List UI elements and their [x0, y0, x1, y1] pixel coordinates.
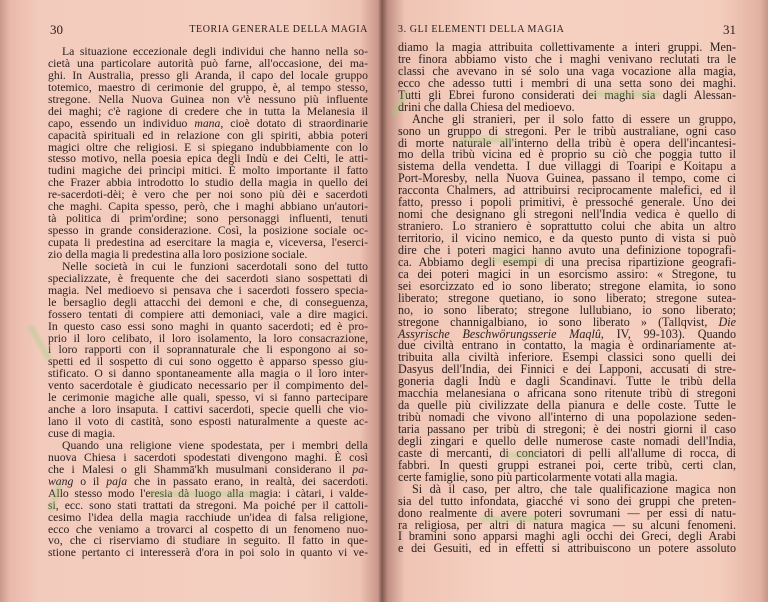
text-line: liberato; stregone quetiano, io sono liberato; stregone sutea- — [398, 290, 736, 305]
text-line: prio il loro celibato, il loro isolamento, la loro consacrazione, — [48, 331, 368, 345]
text-line: i loro rapporti con il soprannaturale che li espongono ai so- — [48, 343, 368, 357]
text-line: La situazione eccezionale degli individui che hanno nella so- — [62, 45, 368, 58]
text-line: certe famiglie, sono più particolarmente votati alla magia. — [398, 469, 678, 484]
text-line: le cerimonie magiche alle quali, spesso, vi si fanno partecipare — [48, 391, 368, 405]
text-line: Dasyus dell'India, dei Finnici e dei Lapponi, accusati di stre- — [398, 362, 736, 377]
text-line: taria passano per tribù di stregoni; è dei nostri giorni il caso — [398, 422, 736, 436]
text-line: cesimo l'idea della magia racchiude un'idea di falsa religione, — [48, 510, 368, 524]
text-line: fabbri. In questi gruppi estranei poi, certe tribù, certi clan, — [398, 457, 736, 472]
text-line: ecco che adesso tutti i membri di una setta sono dei maghi. — [398, 75, 736, 90]
text-line: stione pertanto ci interesserà d'ora in poi solo in quanto vi ve- — [48, 546, 368, 560]
left-page — [48, 0, 368, 602]
highlighter-mark — [150, 491, 260, 497]
text-segment: che i Malesi o gli Shammā'kh musulmani considerano il — [48, 462, 353, 476]
running-head-title: 3. GLI ELEMENTI DELLA MAGIA — [398, 24, 565, 35]
text-line: che maghi. Capita spesso, però, che i maghi abbiano un'autori- — [48, 200, 368, 214]
text-line: Si dà il caso, per altro, che tale qualificazione magica non — [412, 481, 736, 496]
text-line: Quando una religione viene spodestata, per i membri della — [62, 438, 368, 452]
text-line: tribuita alla civiltà inferiore. Esempi classici sono quelli dei — [398, 350, 736, 365]
text-line: Anche gli stranieri, per il solo fatto di essere un gruppo, — [412, 111, 736, 126]
text-line — [48, 476, 368, 488]
text-line: fatto, presso i popoli primitivi, è pressoché generale. Uno dei — [398, 195, 736, 210]
text-line: nomi che designano gli stregoni nell'India vedica è quello di — [398, 207, 736, 222]
text-line: no, io sono liberato; stregone lullubiano, io sono liberato; — [398, 302, 736, 317]
text-line: nuova Chiesa i sacerdoti spodestati divengono maghi. È così — [48, 450, 368, 464]
highlighter-mark — [505, 452, 540, 458]
text-line: tribù nomadi che vivono all'interno di una popolazione seden- — [398, 410, 736, 425]
italic-text: wang — [48, 474, 74, 488]
text-line: stificato. O si danno spontaneamente alla magia o il loro inter- — [48, 367, 368, 381]
running-head-title: TEORIA GENERALE DELLA MAGIA — [189, 24, 368, 35]
highlighter-mark — [460, 137, 515, 143]
text-line: dono realmente di avere poteri sovrumani — per essi di natu- — [398, 505, 736, 520]
text-line: due civiltà entrano in contatto, la magia è ordinariamente at- — [398, 338, 736, 353]
text-line: ra religiosa, per altri di natura magica — su alcuni fenomeni. — [398, 517, 736, 532]
text-line: mo della tribù vicina ed è proprio su ciò che poggia tutto il — [398, 147, 736, 162]
text-line: stregone. Nella Nuova Guinea non v'è nessuno più influente — [48, 92, 368, 106]
text-line: magici oltre che religiosi. E si spiegano indubbiamente con lo — [48, 140, 368, 154]
text-line: territorio, il vicino nemico, e da questo punto di vista si può — [398, 231, 736, 245]
text-line: dire che i poteri magici hanno avuto una definizione topografi- — [398, 242, 736, 257]
text-line: zio della magia li predestina alla loro posizione sociale. — [48, 247, 308, 261]
text-line: da quelle più civilizzate della pianura e delle coste. Tutte le — [398, 398, 736, 413]
text-line: di morte naturale all'interno della tribù è opera dell'incantesi- — [398, 135, 736, 150]
text-line: racconta Chalmers, ad attribuirsi reciprocamente malefici, ed il — [398, 183, 736, 198]
text-segment: capo, essendo un individuo — [48, 116, 195, 130]
text-line: I bramini sono apparsi maghi agli occhi dei Greci, degli Arabi — [398, 529, 736, 544]
text-segment: che in passato erano, in realtà, dei sacerdoti. — [127, 474, 368, 488]
text-line: ca. Abbiamo degli esempi di una precisa ripartizione geografi- — [398, 254, 736, 269]
text-segment: o il — [73, 474, 107, 488]
text-line: Tutti gli Ebrei furono considerati dei maghi sia dagli Alessan- — [398, 87, 736, 102]
right-page — [398, 0, 736, 602]
text-line: straniero. Lo straniero è soprattutto colui che abita un altro — [398, 219, 736, 234]
page-body — [48, 46, 368, 559]
text-line: classi che avevano in sé solo una vaga vocazione alla magia, — [398, 63, 736, 78]
italic-text: Die — [718, 314, 736, 329]
text-line: degli zingari e quello delle numerose caste nomadi dell'India, — [398, 433, 736, 448]
text-line: goneria dagli Indù e dagli Scandinavi. Tutte le tribù della — [398, 374, 736, 389]
text-line: spetti ed il sospetto di cui sono oggetto è apparso spesso giu- — [48, 355, 368, 369]
italic-text: paja — [106, 474, 128, 488]
text-line: capacità spirituali ed in relazione con gli spiriti, abbia poteri — [48, 128, 368, 142]
text-line: ca dei poteri magici in un esorcismo assiro: « Stregone, tu — [398, 266, 736, 281]
text-segment: , IV, 99-103). Quando — [600, 326, 736, 341]
italic-text: pa- — [352, 462, 368, 476]
text-line: In questo caso essi sono maghi in quanto sacerdoti; ed è pro- — [48, 319, 368, 333]
text-line — [48, 118, 368, 130]
text-line: fossero tentati di compiere atti demoniaci, vale a dire magici. — [48, 307, 368, 321]
text-line: Allo stesso modo l'eresia dà luogo alla magia: i càtari, i valde- — [48, 486, 368, 500]
text-line: sei esorcizzato ed io sono liberato; stregone elamita, io sono — [398, 278, 736, 293]
text-segment: , cioè dotato di straordinarie — [220, 116, 368, 130]
text-line: Port-Moresby, nella Nuova Guinea, passano il tempo, come ci — [398, 171, 736, 186]
text-line: Nelle società in cui le funzioni sacerdotali sono del tutto — [62, 259, 368, 273]
text-line: specializzate, è frequente che dei sacerdoti siano sospettati di — [48, 271, 368, 285]
text-line: stesso motivo, nella poesia epica degli Indù e dei Celti, le atti- — [48, 152, 368, 166]
text-segment: stregone channigalbiano, io sono liberato » (Tallqvist, — [398, 314, 719, 329]
text-line: dei maghi; c'è ragione di credere che in tutta la Melanesia il — [48, 104, 368, 118]
italic-text: mana — [194, 116, 221, 130]
text-line: sia del tutto infondata, giacché vi sono dei gruppi che preten- — [398, 493, 736, 508]
text-line: vo, che ci riserviamo di studiare in seguito. Il fatto in que- — [48, 534, 368, 548]
text-line: anche a loro insaputa. I cattivi sacerdoti, specie quelli che vio- — [48, 403, 368, 417]
text-line: tà politica di prim'ordine; sono personaggi influenti, tenuti — [48, 212, 368, 226]
italic-text: Assyrische Beschwörungsserie Maqlû — [398, 326, 601, 341]
highlighter-mark — [480, 516, 550, 522]
text-line: si, ecc. sono stati trattati da stregoni. Ma poiché per il cattoli- — [48, 498, 368, 512]
text-line: cuse di magia. — [48, 427, 116, 440]
text-line: cietà una particolare autorità può farne, all'occasione, dei ma- — [48, 56, 368, 70]
text-line: lano il voto di castità, sono esposti naturalmente a queste ac- — [48, 415, 368, 429]
text-line: caste di mercanti, di conciatori di pelli all'allume di rocca, di — [398, 445, 736, 460]
text-line: tudini magiche dei prìncipi mitici. È molto importante il fatto — [48, 164, 368, 178]
running-header — [398, 22, 736, 38]
text-line: drini che dalla Chiesa del medioevo. — [398, 99, 575, 114]
text-line: e dei Gesuiti, ed in effetti si attribuiscono un potere assoluto — [398, 541, 736, 556]
page-number: 31 — [723, 22, 736, 37]
highlighter-mark — [490, 257, 550, 263]
page-body — [398, 42, 736, 555]
page-number: 30 — [50, 22, 63, 37]
text-line: magia. Nel medioevo si pensava che i sacerdoti fossero specia- — [48, 283, 368, 297]
text-line: diamo la magia attribuita collettivamente a interi gruppi. Men- — [398, 40, 736, 54]
text-line: spesso in grande considerazione. Così, la posizione sociale oc- — [48, 224, 368, 238]
text-line: tre finora abbiamo visto che i maghi venivano reclutati tra le — [398, 51, 736, 66]
text-line: re-sacerdoti-dèi; è vero che per noi sono più dèi e sacerdoti — [48, 188, 368, 202]
running-header — [48, 22, 368, 38]
text-line: cupata li predestina ad esercitare la magia e, viceversa, l'eserci- — [48, 236, 368, 249]
text-line: ghi. In Australia, presso gli Aranda, il capo del locale gruppo — [48, 68, 368, 82]
highlighter-mark — [590, 91, 660, 97]
text-line: le bersaglio degli attacchi dei demoni e che, di conseguenza, — [48, 295, 368, 309]
text-line: ecco che veniamo a trovarci al cospetto di un fenomeno nuo- — [48, 522, 368, 536]
text-line: macchia melanesiana o africana sono ritenute tribù di stregoni — [398, 386, 736, 401]
text-line: sono un gruppo di stregoni. Per le tribù australiane, ogni caso — [398, 123, 736, 138]
text-line: sistema della vendetta. I due villaggi di Toaripi e Koitapu a — [398, 159, 736, 174]
text-line: totemico, maestro di cerimonie del gruppo, è, al tempo stesso, — [48, 80, 368, 94]
text-line: vento sacerdotale è giudicato necessario per il compimento del- — [48, 379, 368, 393]
text-line: che Frazer abbia introdotto lo studio della magia in quello dei — [48, 176, 368, 190]
